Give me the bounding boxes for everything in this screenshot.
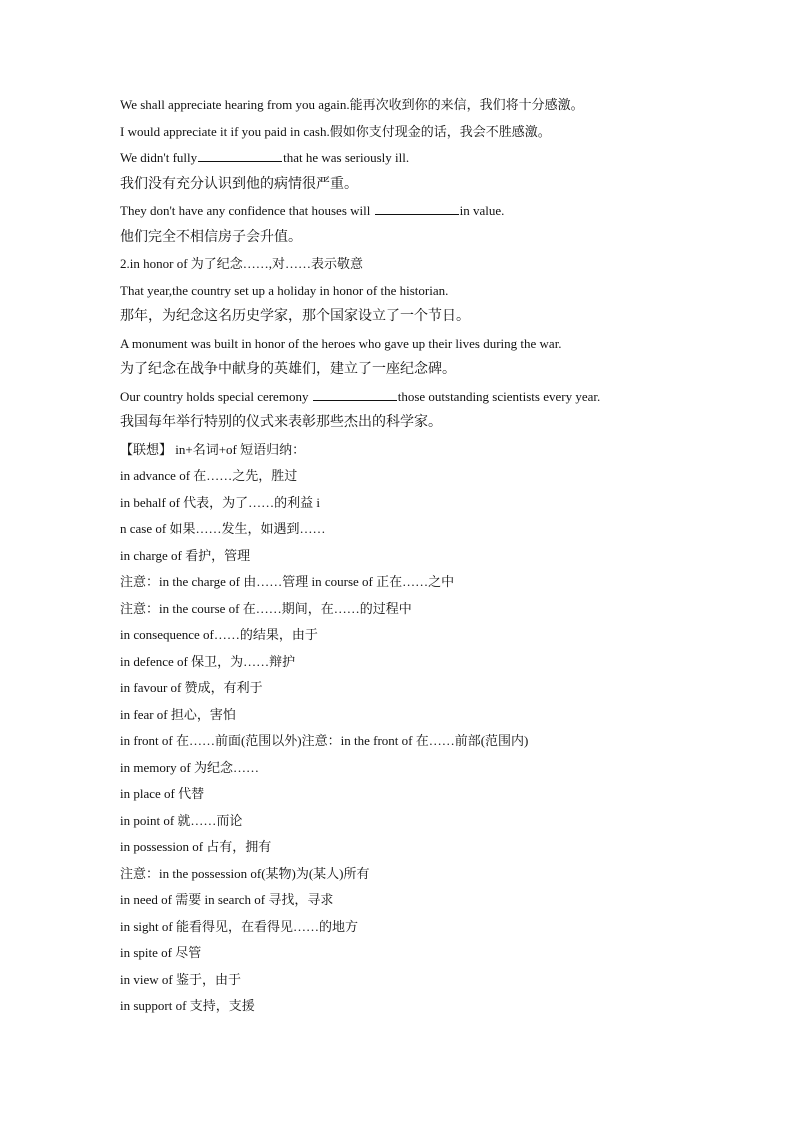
line-text: 他们完全不相信房子会升值。 (120, 229, 302, 245)
line-text: 【联想】 in+名词+of 短语归纳： (120, 441, 306, 457)
text-line (120, 967, 760, 994)
line-text: They don't have any confidence that houses will (120, 203, 374, 218)
text-line (120, 437, 760, 464)
text-line (120, 808, 760, 835)
text-line (120, 92, 760, 119)
text-line (120, 357, 760, 384)
text-line (120, 728, 760, 755)
text-line (120, 781, 760, 808)
line-text: in front of 在……前面(范围以外)注意：in the front of 在……前部(范围内) (120, 733, 529, 748)
text-line (120, 410, 760, 437)
text-line (120, 516, 760, 543)
line-text: in defence of 保卫，为……辩护 (120, 653, 296, 669)
text-line (120, 490, 760, 517)
line-text: in possession of 占有，拥有 (120, 839, 272, 854)
text-line (120, 172, 760, 199)
line-text: in consequence of……的结果，由于 (120, 627, 318, 642)
line-text: those outstanding scientists every year. (397, 388, 601, 404)
text-line (120, 993, 760, 1020)
line-text: 我们没有充分认识到他的病情很严重。 (120, 176, 358, 192)
line-text: We shall appreciate hearing from you again.能再次收到你的来信，我们将十分感激。 (120, 97, 584, 112)
text-line (120, 622, 760, 649)
line-text: That year,the country set up a holiday in honor of the historian. (120, 282, 449, 298)
text-line (120, 914, 760, 941)
line-text: in place of 代替 (120, 786, 205, 801)
text-line (120, 463, 760, 490)
line-text: in behalf of 代表，为了……的利益 i (120, 494, 321, 510)
line-text: in spite of 尽管 (120, 945, 202, 960)
line-text: in view of 鉴于，由于 (120, 971, 241, 987)
line-text: in need of 需要 in search of 寻找，寻求 (120, 892, 334, 907)
text-line (120, 145, 760, 172)
line-text: in advance of 在……之先，胜过 (120, 468, 298, 483)
text-line (120, 702, 760, 729)
fill-in-blank[interactable] (198, 147, 282, 162)
text-line (120, 278, 760, 305)
line-text: in sight of 能看得见，在看得见……的地方 (120, 918, 358, 934)
line-text: in point of 就……而论 (120, 812, 243, 828)
text-line (120, 331, 760, 358)
text-line (120, 861, 760, 888)
text-line (120, 304, 760, 331)
line-text: Our country holds special ceremony (120, 388, 312, 404)
line-text: I would appreciate it if you paid in cash.假如你支付现金的话，我会不胜感激。 (120, 123, 551, 139)
line-text: n case of 如果……发生，如遇到…… (120, 521, 326, 536)
line-text: 注意：in the possession of(某物)为(某人)所有 (120, 865, 370, 881)
line-text: in charge of 看护，管理 (120, 547, 251, 563)
line-text: A monument was built in honor of the heroes who gave up their lives during the war. (120, 335, 562, 351)
text-line (120, 225, 760, 252)
text-line (120, 543, 760, 570)
fill-in-blank[interactable] (375, 200, 459, 215)
text-line (120, 384, 760, 411)
text-line (120, 755, 760, 782)
line-text: in favour of 赞成，有利于 (120, 680, 263, 695)
line-text: in value. (459, 203, 505, 218)
line-text: in memory of 为纪念…… (120, 759, 260, 775)
line-text: that he was seriously ill. (283, 150, 410, 165)
text-line (120, 940, 760, 967)
text-line (120, 675, 760, 702)
text-line (120, 649, 760, 676)
line-text: 我国每年举行特别的仪式来表彰那些杰出的科学家。 (120, 415, 442, 430)
text-line (120, 119, 760, 146)
text-line (120, 251, 760, 278)
text-line (120, 569, 760, 596)
line-text: We didn't fully (120, 150, 198, 165)
fill-in-blank[interactable] (313, 386, 397, 401)
line-text: 注意：in the course of 在……期间，在……的过程中 (120, 600, 412, 616)
line-text: in fear of 担心，害怕 (120, 706, 236, 722)
line-text: 注意：in the charge of 由……管理 in course of 正在……之中 (120, 574, 455, 589)
line-text: 那年，为纪念这名历史学家，那个国家设立了一个节日。 (120, 309, 470, 324)
document-page (120, 92, 760, 1020)
text-line (120, 596, 760, 623)
line-text: 2.in honor of 为了纪念……,对……表示敬意 (120, 256, 364, 271)
line-text: in support of 支持，支援 (120, 998, 255, 1013)
text-line (120, 198, 760, 225)
text-line (120, 887, 760, 914)
line-text: 为了纪念在战争中献身的英雄们，建立了一座纪念碑。 (120, 362, 456, 377)
text-line (120, 834, 760, 861)
